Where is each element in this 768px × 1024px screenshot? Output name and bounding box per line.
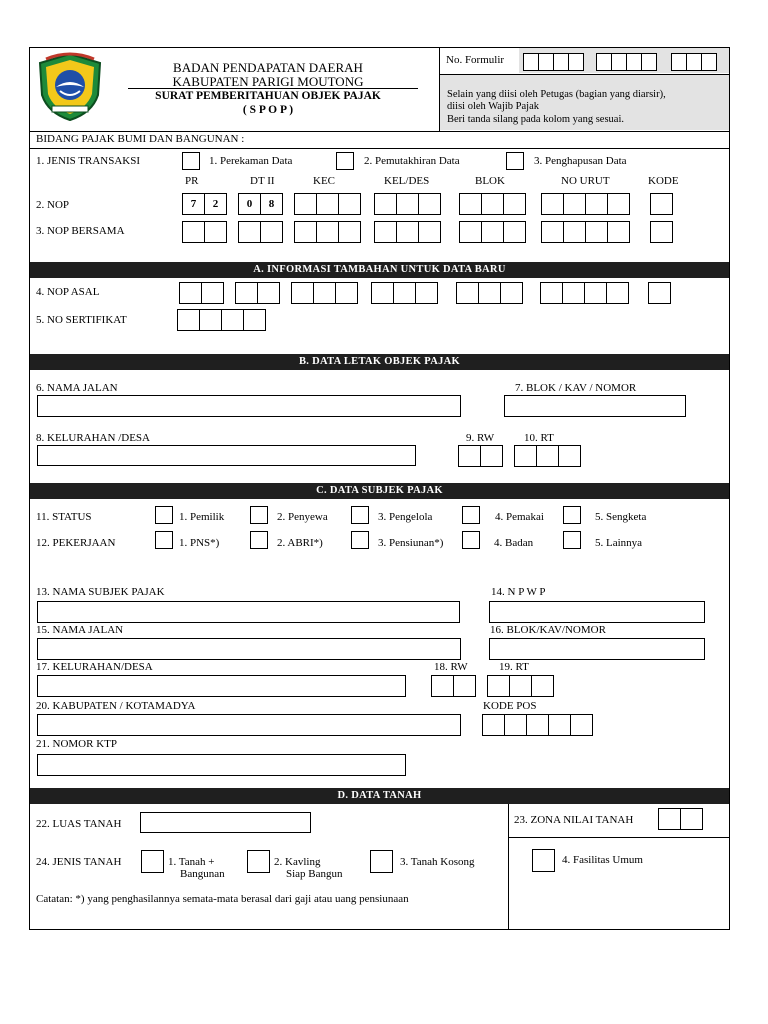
nop-blok-cells[interactable] (459, 193, 526, 215)
jenis-tanah-option-2-label-line1: 2. Kavling (274, 856, 321, 868)
nop-header-kode: KODE (648, 175, 679, 187)
jenis-tanah-option-2-checkbox[interactable] (247, 850, 270, 873)
agency-line-1: BADAN PENDAPATAN DAERAH (173, 60, 363, 75)
nop-dt2-cells[interactable] (238, 193, 283, 215)
transaction-option-1-checkbox[interactable] (182, 152, 200, 170)
nama-jalan-field[interactable] (37, 395, 461, 417)
nop-asal-pr-cells[interactable] (179, 282, 224, 304)
jenis-tanah-option-2-label-line2: Siap Bangun (286, 868, 343, 880)
nop-dt2-digit-1[interactable]: 0 (238, 193, 261, 215)
status-label: 11. STATUS (36, 511, 92, 523)
pekerjaan-option-4-checkbox[interactable] (462, 531, 480, 549)
nop-pr-cells[interactable] (182, 193, 227, 215)
nop-kec-cells[interactable] (294, 193, 361, 215)
section-b-header: B. DATA LETAK OBJEK PAJAK (30, 354, 729, 370)
status-option-2-checkbox[interactable] (250, 506, 268, 524)
jenis-tanah-option-3-checkbox[interactable] (370, 850, 393, 873)
status-option-4-label: 4. Pemakai (495, 511, 544, 523)
nama-jalan-label: 6. NAMA JALAN (36, 382, 118, 394)
subjek-rw-cells[interactable] (431, 675, 476, 697)
nop-bersama-blok-cells[interactable] (459, 221, 526, 243)
section-a-header: A. INFORMASI TAMBAHAN UNTUK DATA BARU (30, 262, 729, 278)
pekerjaan-option-3-label: 3. Pensiunan*) (378, 537, 444, 549)
status-option-1-label: 1. Pemilik (179, 511, 225, 523)
note-line-1: Selain yang diisi oleh Petugas (bagian yang diarsir), (447, 89, 666, 100)
nop-asal-keldes-cells[interactable] (371, 282, 438, 304)
blok-kav-nomor-field[interactable] (504, 395, 686, 417)
status-option-1-checkbox[interactable] (155, 506, 173, 524)
luas-tanah-label: 22. LUAS TANAH (36, 818, 122, 830)
subjek-blok-kav-nomor-label: 16. BLOK/KAV/NOMOR (490, 624, 606, 636)
jenis-tanah-option-1-checkbox[interactable] (141, 850, 164, 873)
nop-asal-kode-cells[interactable] (648, 282, 671, 304)
status-option-5-checkbox[interactable] (563, 506, 581, 524)
note-line-2: diisi oleh Wajib Pajak (447, 101, 539, 112)
section-d-header: D. DATA TANAH (30, 788, 729, 804)
zona-nilai-label: 23. ZONA NILAI TANAH (514, 814, 634, 826)
nop-header-no-urut: NO URUT (561, 175, 610, 187)
pekerjaan-option-5-label: 5. Lainnya (595, 537, 643, 549)
nop-kode-cells[interactable] (650, 193, 673, 215)
form-number-cells-2[interactable] (596, 53, 657, 71)
ktp-label: 21. NOMOR KTP (36, 738, 117, 750)
agency-line-2: KABUPATEN PARIGI MOUTONG (172, 74, 364, 89)
transaction-option-2-checkbox[interactable] (336, 152, 354, 170)
status-option-5-label: 5. Sengketa (595, 511, 647, 523)
status-option-4-checkbox[interactable] (462, 506, 480, 524)
nop-bersama-no-urut-cells[interactable] (541, 221, 630, 243)
nop-asal-no-urut-cells[interactable] (540, 282, 629, 304)
kode-pos-cells[interactable] (482, 714, 593, 736)
jenis-tanah-option-1-label-line1: 1. Tanah + (168, 856, 215, 868)
transaction-option-3-checkbox[interactable] (506, 152, 524, 170)
nop-bersama-dt2-cells[interactable] (238, 221, 283, 243)
title-rule (128, 88, 418, 89)
transaction-option-3-label: 3. Penghapusan Data (534, 155, 627, 167)
jenis-tanah-option-1-label-line2: Bangunan (180, 868, 225, 880)
jenis-tanah-option-4-checkbox[interactable] (532, 849, 555, 872)
subjek-rt-label: 19. RT (499, 661, 529, 673)
nop-asal-kec-cells[interactable] (291, 282, 358, 304)
zona-rule (508, 837, 730, 838)
jenis-tanah-label: 24. JENIS TANAH (36, 856, 122, 868)
pekerjaan-option-5-checkbox[interactable] (563, 531, 581, 549)
nop-header-pr: PR (185, 175, 199, 187)
nama-subjek-field[interactable] (37, 601, 460, 623)
nop-bersama-kode-cells[interactable] (650, 221, 673, 243)
tax-field-heading: BIDANG PAJAK BUMI DAN BANGUNAN : (36, 133, 245, 145)
npwp-field[interactable] (489, 601, 705, 623)
form-abbreviation: ( S P O P ) (242, 104, 294, 116)
nop-header-blok: BLOK (475, 175, 505, 187)
no-sertifikat-cells[interactable] (177, 309, 266, 331)
status-option-3-label: 3. Pengelola (378, 511, 433, 523)
form-number-label: No. Formulir (446, 54, 505, 66)
field-heading-rule (29, 148, 730, 149)
pekerjaan-option-1-label: 1. PNS*) (179, 537, 220, 549)
subjek-kelurahan-desa-field[interactable] (37, 675, 406, 697)
nop-bersama-kec-cells[interactable] (294, 221, 361, 243)
subjek-blok-kav-nomor-field[interactable] (489, 638, 705, 660)
pekerjaan-label: 12. PEKERJAAN (36, 537, 116, 549)
transaction-option-1-label: 1. Perekaman Data (209, 155, 293, 167)
nop-pr-digit-2[interactable]: 2 (204, 193, 227, 215)
nop-header-keldes: KEL/DES (384, 175, 430, 187)
pekerjaan-option-1-checkbox[interactable] (155, 531, 173, 549)
nop-no-urut-cells[interactable] (541, 193, 630, 215)
kelurahan-desa-label: 8. KELURAHAN /DESA (36, 432, 150, 444)
rw-label: 9. RW (466, 432, 495, 444)
form-number-cells-1[interactable] (523, 53, 584, 71)
blok-kav-nomor-label: 7. BLOK / KAV / NOMOR (515, 382, 637, 394)
rt-label: 10. RT (524, 432, 554, 444)
nop-keldes-cells[interactable] (374, 193, 441, 215)
section-d-divider (508, 804, 509, 930)
nop-header-kec: KEC (313, 175, 335, 187)
nop-asal-label: 4. NOP ASAL (36, 286, 100, 298)
subjek-nama-jalan-field[interactable] (37, 638, 461, 660)
rw-cells[interactable] (458, 445, 503, 467)
regency-logo (34, 51, 106, 123)
jenis-tanah-option-4-label: 4. Fasilitas Umum (562, 854, 643, 866)
subjek-nama-jalan-label: 15. NAMA JALAN (36, 624, 124, 636)
nop-bersama-keldes-cells[interactable] (374, 221, 441, 243)
form-number-cells-3[interactable] (671, 53, 717, 71)
ktp-field[interactable] (37, 754, 406, 776)
kode-pos-label: KODE POS (483, 700, 537, 712)
zona-nilai-cells[interactable] (658, 808, 703, 830)
nop-header-dt2: DT II (250, 175, 275, 187)
pekerjaan-option-4-label: 4. Badan (494, 537, 534, 549)
subjek-kelurahan-desa-label: 17. KELURAHAN/DESA (36, 661, 153, 673)
form-title: SURAT PEMBERITAHUAN OBJEK PAJAK (155, 90, 381, 102)
pekerjaan-option-2-label: 2. ABRI*) (277, 537, 323, 549)
transaction-type-label: 1. JENIS TRANSAKSI (36, 155, 141, 167)
nop-asal-blok-cells[interactable] (456, 282, 523, 304)
header-bottom-rule (29, 131, 730, 132)
nop-bersama-label: 3. NOP BERSAMA (36, 225, 125, 237)
kabupaten-field[interactable] (37, 714, 461, 736)
nop-label: 2. NOP (36, 199, 70, 211)
nop-bersama-pr-cells[interactable] (182, 221, 227, 243)
luas-tanah-field[interactable] (140, 812, 311, 833)
subjek-rw-label: 18. RW (434, 661, 468, 673)
subjek-rt-cells[interactable] (487, 675, 554, 697)
transaction-option-2-label: 2. Pemutakhiran Data (364, 155, 460, 167)
pekerjaan-option-3-checkbox[interactable] (351, 531, 369, 549)
status-option-2-label: 2. Penyewa (277, 511, 328, 523)
section-c-header: C. DATA SUBJEK PAJAK (30, 483, 729, 499)
kelurahan-desa-field[interactable] (37, 445, 416, 466)
nama-subjek-label: 13. NAMA SUBJEK PAJAK (36, 586, 165, 598)
jenis-tanah-option-3-label: 3. Tanah Kosong (400, 856, 475, 868)
catatan-note: Catatan: *) yang penghasilannya semata-mata berasal dari gaji atau uang pensiunaan (36, 893, 409, 905)
nop-pr-digit-1[interactable]: 7 (182, 193, 205, 215)
no-sertifikat-label: 5. NO SERTIFIKAT (36, 314, 127, 326)
note-line-3: Beri tanda silang pada kolom yang sesuai. (447, 114, 624, 125)
nop-asal-dt2-cells[interactable] (235, 282, 280, 304)
nop-dt2-digit-2[interactable]: 8 (260, 193, 283, 215)
npwp-label: 14. N P W P (491, 586, 546, 598)
status-option-3-checkbox[interactable] (351, 506, 369, 524)
pekerjaan-option-2-checkbox[interactable] (250, 531, 268, 549)
rt-cells[interactable] (514, 445, 581, 467)
kabupaten-label: 20. KABUPATEN / KOTAMADYA (36, 700, 196, 712)
